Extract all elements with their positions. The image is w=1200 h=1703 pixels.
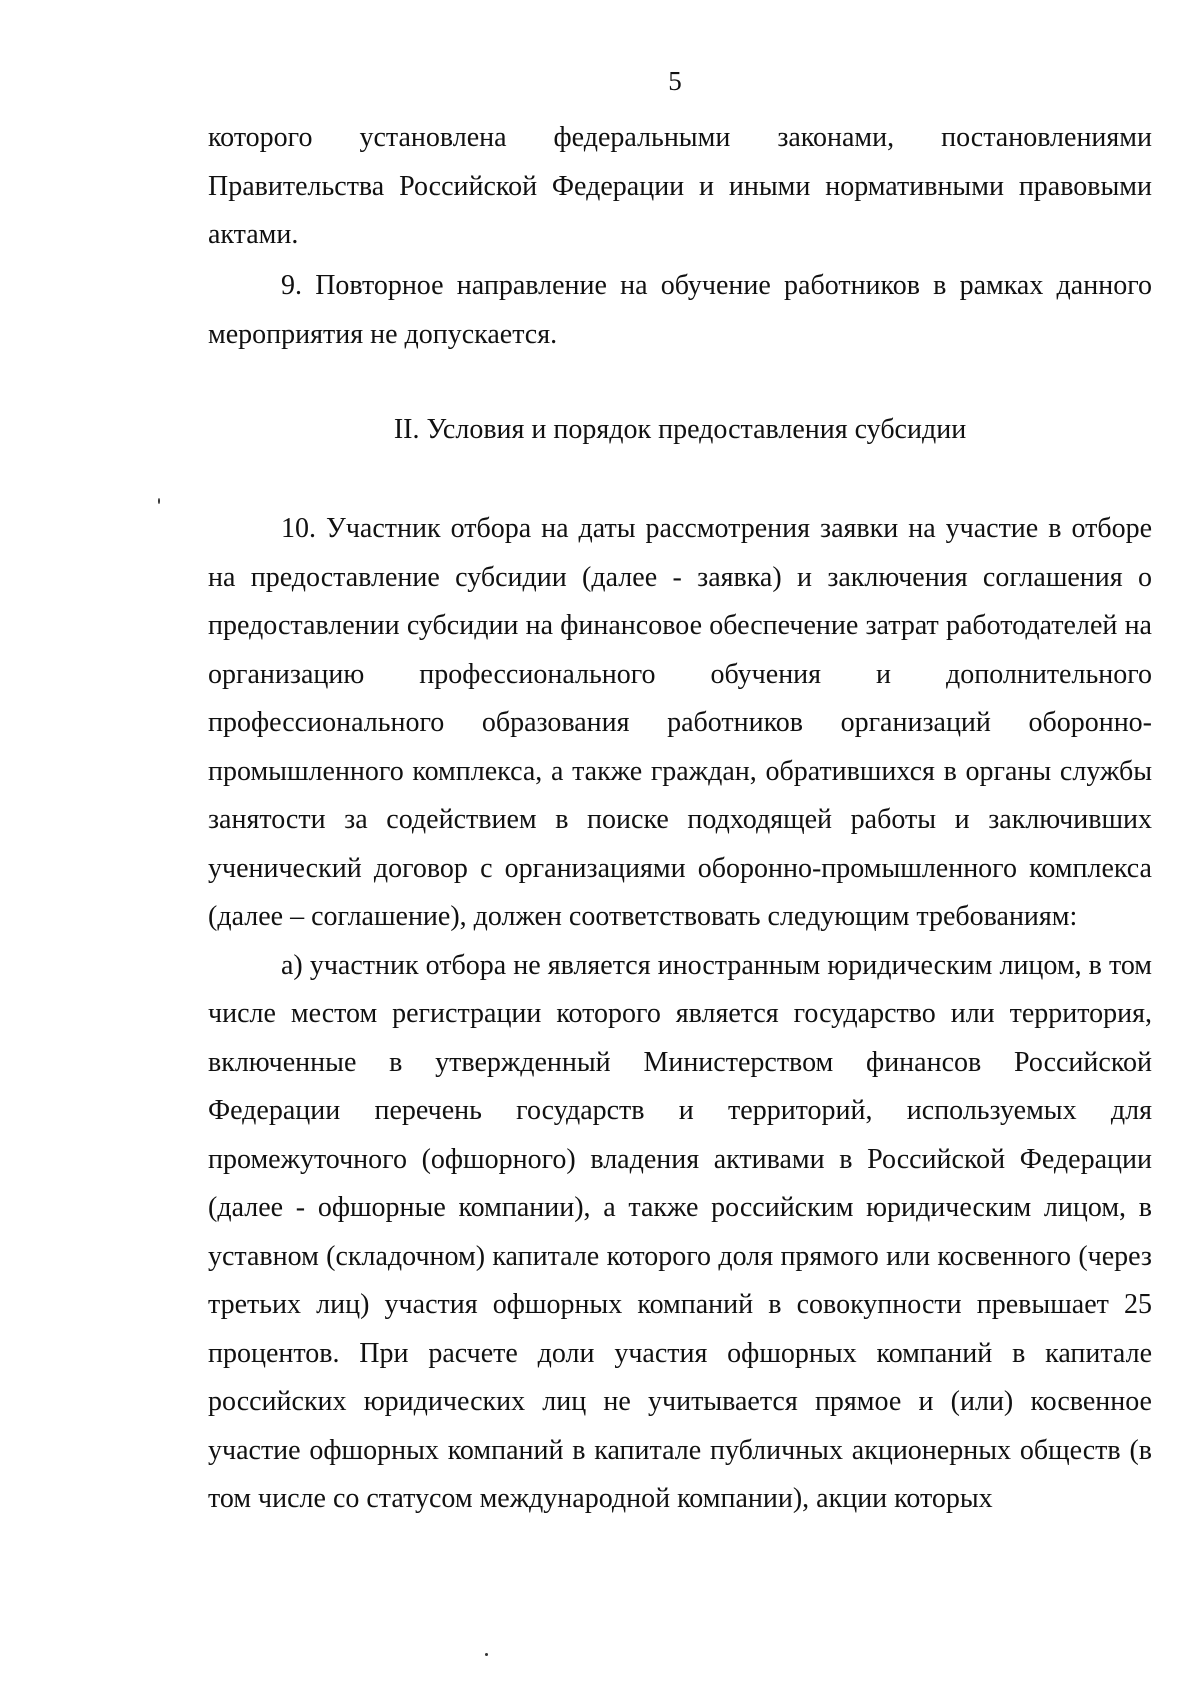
text-block-item-9 <box>208 262 1152 359</box>
scan-speck <box>158 498 160 504</box>
text-block-top <box>208 114 1152 260</box>
paragraph-item-9: 9. Повторное направление на обучение работников в рамках данного мероприятия не допускается. <box>208 270 1152 350</box>
paragraph-item-10a: а) участник отбора не является иностранным юридическим лицом, в том числе местом регистрации которого является государство или территория, включенные в утвержденный Министерством финансов Российской Федерации перечень государств и территорий, используемых для промежуточного (офшорного) владения активами в Российской Федерации (далее - офшорные компании), а также российским юридическим лицом, в уставном (складочном) капитале которого доля прямого или косвенного (через третьих лиц) участия офшорных компаний в совокупности превышает 25 процентов. При расчете доли участия офшорных компаний в капитале российских юридических лиц не учитывается прямое и (или) косвенное участие офшорных компаний в капитале публичных акционерных обществ (в том числе со статусом международной компании), акции которых <box>208 949 1152 1514</box>
section-heading: II. Условия и порядок предоставления субсидии <box>393 414 967 445</box>
paragraph-continuation: которого установлена федеральными законами, постановлениями Правительства Российской Федерации и иными нормативными правовыми актами. <box>208 122 1152 250</box>
paragraph-item-10: 10. Участник отбора на даты рассмотрения заявки на участие в отборе на предоставление субсидии (далее - заявка) и заключения соглашения о предоставлении субсидии на финансовое обеспечение затрат работодателей на организацию профессионального обучения и дополнительного профессионального образования работников организаций оборонно-промышленного комплекса, а также граждан, обратившихся в органы службы занятости за содействием в поиске подходящей работы и заключивших ученический договор с организациями оборонно-промышленного комплекса (далее – соглашение), должен соответствовать следующим требованиям: <box>208 513 1152 932</box>
page-number: 5 <box>668 66 682 96</box>
text-block-item-10 <box>208 505 1152 1524</box>
scan-speck <box>485 1653 488 1656</box>
